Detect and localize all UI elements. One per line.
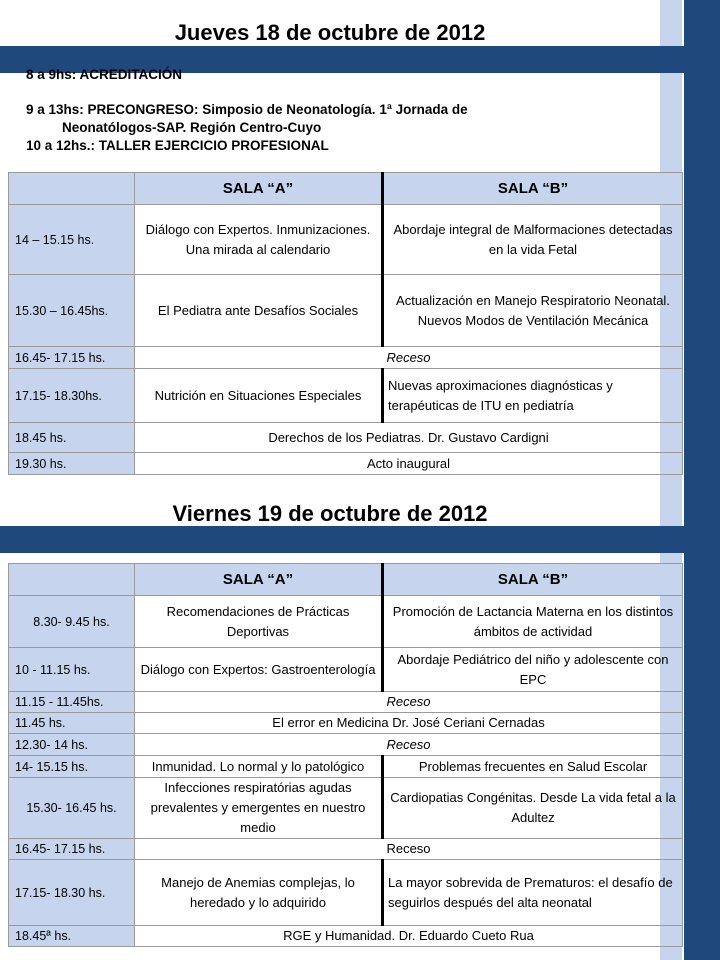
table-row	[9, 839, 683, 860]
time-cell: 19.30 hs.	[9, 453, 135, 475]
time-cell: 15.30- 16.45 hs.	[9, 778, 135, 839]
sala-a-session: Inmunidad. Lo normal y lo patológico	[135, 756, 383, 778]
day1-prelude	[26, 66, 646, 155]
time-cell: 10 - 11.15 hs.	[9, 648, 135, 692]
plenary-cell: Acto inaugural	[135, 453, 683, 475]
table-row	[9, 926, 683, 947]
sala-a-session: Nutrición en Situaciones Especiales	[135, 369, 383, 423]
time-cell: 16.45- 17.15 hs.	[9, 347, 135, 369]
sala-a-session: Diálogo con Expertos: Gastroenterología	[135, 648, 383, 692]
day2-schedule-table	[8, 563, 683, 947]
table-row	[9, 453, 683, 475]
prelude-workshop: 10 a 12hs.: TALLER EJERCICIO PROFESIONAL	[26, 138, 329, 153]
time-cell: 15.30 – 16.45hs.	[9, 275, 135, 347]
sala-a-session: Recomendaciones de Prácticas Deportivas	[135, 596, 383, 648]
time-cell: 17.15- 18.30hs.	[9, 369, 135, 423]
time-cell: 11.45 hs.	[9, 713, 135, 734]
time-cell: 14- 15.15 hs.	[9, 756, 135, 778]
sala-b-session: Promoción de Lactancia Materna en los distintos ámbitos de actividad	[383, 596, 683, 648]
time-cell: 12.30- 14 hs.	[9, 734, 135, 756]
dark-vertical-stripe	[684, 0, 720, 960]
plenary-cell: RGE y Humanidad. Dr. Eduardo Cueto Rua	[135, 926, 683, 947]
middle-horizontal-band	[0, 526, 720, 553]
day2-title: Viernes 19 de octubre de 2012	[172, 501, 488, 526]
table-row	[9, 205, 683, 275]
header-time-cell	[9, 564, 135, 596]
recess-cell: Receso	[135, 839, 683, 860]
table-header-row	[9, 173, 683, 205]
header-sala-a: SALA “A”	[135, 173, 383, 205]
header-time-cell	[9, 173, 135, 205]
table-row	[9, 369, 683, 423]
prelude-precongress: 9 a 13hs: PRECONGRESO: Simposio de Neonatología. 1ª Jornada de	[26, 102, 468, 117]
header-sala-b: SALA “B”	[383, 173, 683, 205]
sala-b-session: Actualización en Manejo Respiratorio Neonatal. Nuevos Modos de Ventilación Mecánica	[383, 275, 683, 347]
sala-b-session: Abordaje Pediátrico del niño y adolescente con EPC	[383, 648, 683, 692]
time-cell: 18.45 hs.	[9, 423, 135, 453]
table-row	[9, 756, 683, 778]
day1-title: Jueves 18 de octubre de 2012	[174, 20, 486, 45]
time-cell: 17.15- 18.30 hs.	[9, 860, 135, 926]
sala-a-session: El Pediatra ante Desafíos Sociales	[135, 275, 383, 347]
table-row	[9, 860, 683, 926]
time-cell: 16.45- 17.15 hs.	[9, 839, 135, 860]
sala-b-session: La mayor sobrevida de Prematuros: el desafío de seguirlos después del alta neonatal	[383, 860, 683, 926]
sala-a-session: Manejo de Anemias complejas, lo heredado y lo adquirido	[135, 860, 383, 926]
header-sala-b: SALA “B”	[383, 564, 683, 596]
time-cell: 8.30- 9.45 hs.	[9, 596, 135, 648]
sala-b-session: Problemas frecuentes en Salud Escolar	[383, 756, 683, 778]
sala-b-session: Cardiopatias Congénitas. Desde La vida fetal a la Adultez	[383, 778, 683, 839]
table-row	[9, 423, 683, 453]
table-row	[9, 692, 683, 713]
table-row	[9, 734, 683, 756]
prelude-accreditation: 8 a 9hs: ACREDITACIÓN	[26, 67, 183, 82]
sala-a-session: Infecciones respiratórias agudas prevalentes y emergentes en nuestro medio	[135, 778, 383, 839]
table-row	[9, 347, 683, 369]
recess-cell: Receso	[135, 347, 683, 369]
plenary-cell: Derechos de los Pediatras. Dr. Gustavo Cardigni	[135, 423, 683, 453]
table-row	[9, 713, 683, 734]
time-cell: 18.45ª hs.	[9, 926, 135, 947]
table-header-row	[9, 564, 683, 596]
table-row	[9, 596, 683, 648]
recess-cell: Receso	[135, 692, 683, 713]
sala-a-session: Diálogo con Expertos. Inmunizaciones. Una mirada al calendario	[135, 205, 383, 275]
recess-cell: Receso	[135, 734, 683, 756]
sala-b-session: Nuevas aproximaciones diagnósticas y terapéuticas de ITU en pediatría	[383, 369, 683, 423]
table-row	[9, 778, 683, 839]
plenary-cell: El error en Medicina Dr. José Ceriani Cernadas	[135, 713, 683, 734]
header-sala-a: SALA “A”	[135, 564, 383, 596]
day1-schedule-table	[8, 172, 683, 475]
table-row	[9, 648, 683, 692]
table-row	[9, 275, 683, 347]
time-cell: 14 – 15.15 hs.	[9, 205, 135, 275]
time-cell: 11.15 - 11.45hs.	[9, 692, 135, 713]
prelude-precongress-cont: Neonatólogos-SAP. Región Centro-Cuyo	[62, 120, 322, 135]
sala-b-session: Abordaje integral de Malformaciones detectadas en la vida Fetal	[383, 205, 683, 275]
